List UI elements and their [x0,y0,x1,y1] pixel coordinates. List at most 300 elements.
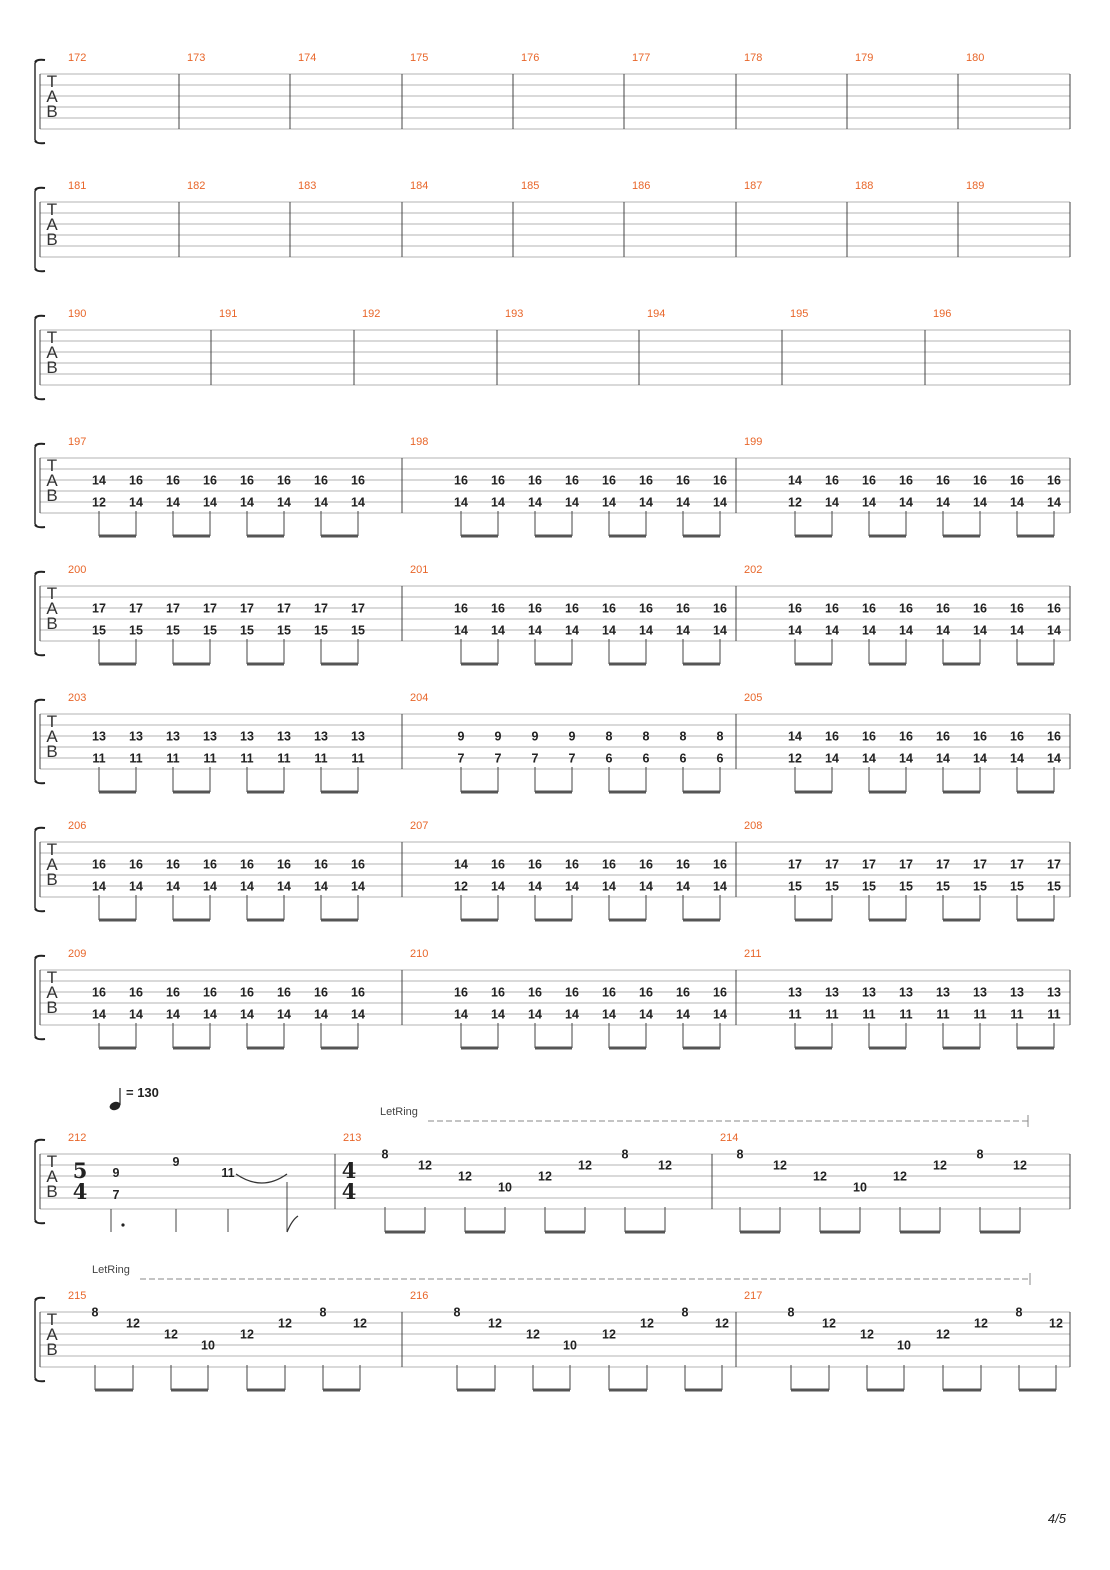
measure-number: 177 [632,52,651,64]
measure-number: 174 [298,52,317,64]
fret-number: 16 [528,473,542,488]
measure-number: 175 [410,52,429,64]
tie-arc [236,1174,287,1183]
time-signature-top: 5 [72,1158,88,1183]
tab-system-details [73,1085,1028,1232]
fret-number: 17 [166,601,180,616]
fret-number: 16 [713,985,727,1000]
fret-number: 11 [936,1007,950,1022]
fret-number: 14 [277,495,291,510]
fret-number: 16 [203,857,217,872]
tab-clef-letter: T [46,200,58,219]
fret-number: 13 [899,985,913,1000]
fret-number: 12 [936,1327,950,1342]
fret-number: 14 [454,857,468,872]
bracket-top [35,444,45,446]
fret-number: 8 [976,1147,984,1162]
tab-clef-letter: T [46,840,58,859]
fret-number: 14 [1047,751,1061,766]
fret-number: 7 [568,751,576,766]
fret-number: 15 [277,623,291,638]
fret-number: 14 [314,495,328,510]
fret-number: 16 [491,985,505,1000]
measure-number: 216 [410,1290,429,1302]
fret-number: 16 [166,473,180,488]
fret-number: 12 [602,1327,616,1342]
tab-clef-letter: T [46,72,58,91]
fret-number: 16 [166,857,180,872]
bracket-top [35,828,45,830]
fret-number: 16 [825,473,839,488]
fret-number: 14 [1010,623,1024,638]
bracket-top [35,188,45,190]
fret-number: 11 [1047,1007,1061,1022]
fret-number: 13 [203,729,217,744]
measure-number: 194 [647,308,666,320]
system-bracket [35,957,37,1038]
bracket-top [35,956,45,958]
fret-number: 14 [277,879,291,894]
fret-number: 16 [129,473,143,488]
measure-number: 210 [410,948,429,960]
let-ring-label: LetRing [380,1106,418,1118]
fret-number: 6 [605,751,613,766]
tab-system [35,692,1070,792]
fret-number: 12 [773,1158,787,1173]
fret-number: 8 [381,1147,389,1162]
fret-number: 16 [351,985,365,1000]
fret-number: 8 [319,1305,327,1320]
fret-number: 14 [713,1007,727,1022]
fret-number: 14 [454,623,468,638]
fret-number: 14 [973,623,987,638]
measure-number: 184 [410,180,429,192]
bracket-bottom [35,653,45,655]
fret-number: 14 [602,1007,616,1022]
measure-number: 180 [966,52,985,64]
fret-number: 14 [528,495,542,510]
fret-number: 14 [862,623,876,638]
measure-number: 173 [187,52,206,64]
fret-number: 16 [936,601,950,616]
measure-number: 172 [68,52,87,64]
fret-number: 16 [1047,729,1061,744]
fret-number: 14 [713,879,727,894]
fret-number: 16 [602,473,616,488]
fret-number: 17 [899,857,913,872]
fret-number: 17 [203,601,217,616]
fret-number: 16 [602,857,616,872]
fret-number: 16 [454,985,468,1000]
fret-number: 16 [528,857,542,872]
fret-number: 14 [973,751,987,766]
fret-number: 16 [713,857,727,872]
fret-number: 14 [899,751,913,766]
fret-number: 15 [203,623,217,638]
fret-number: 14 [565,495,579,510]
fret-number: 16 [825,601,839,616]
fret-number: 16 [862,601,876,616]
tab-clef-letter: B [46,102,58,121]
system-bracket [35,445,37,526]
fret-number: 16 [936,473,950,488]
fret-number: 14 [713,623,727,638]
fret-number: 13 [92,729,106,744]
fret-number: 14 [314,1007,328,1022]
measure-number: 196 [933,308,952,320]
fret-number: 13 [973,985,987,1000]
fret-number: 16 [825,729,839,744]
measure-number: 204 [410,692,429,704]
fret-number: 16 [129,985,143,1000]
fret-number: 13 [277,729,291,744]
fret-number: 14 [788,473,802,488]
fret-number: 13 [1047,985,1061,1000]
fret-number: 14 [314,879,328,894]
fret-number: 14 [565,879,579,894]
bracket-bottom [35,269,45,271]
fret-number: 12 [578,1158,592,1173]
fret-number: 16 [639,473,653,488]
tab-clef-letter: B [46,870,58,889]
fret-number: 16 [351,473,365,488]
fret-number: 14 [351,1007,365,1022]
fret-number: 16 [92,857,106,872]
fret-number: 16 [862,473,876,488]
fret-number: 17 [351,601,365,616]
fret-number: 14 [351,879,365,894]
tab-clef-letter: A [46,1325,58,1344]
tab-clef-letter: A [46,983,58,1002]
fret-number: 15 [314,623,328,638]
fret-number: 17 [1010,857,1024,872]
let-ring-label: LetRing [92,1264,130,1276]
fret-number: 7 [112,1188,120,1202]
fret-number: 12 [822,1316,836,1331]
measure-number: 213 [343,1132,362,1144]
fret-number: 14 [491,623,505,638]
bracket-top [35,1140,45,1142]
fret-number: 12 [353,1316,367,1331]
fret-number: 14 [528,879,542,894]
fret-number: 13 [166,729,180,744]
fret-number: 16 [314,857,328,872]
fret-number: 17 [862,857,876,872]
measure-number: 193 [505,308,524,320]
fret-number: 14 [203,1007,217,1022]
fret-number: 14 [166,879,180,894]
fret-number: 16 [203,985,217,1000]
fret-number: 14 [528,623,542,638]
fret-number: 14 [862,751,876,766]
measure-number: 186 [632,180,651,192]
fret-number: 12 [240,1327,254,1342]
fret-number: 16 [713,473,727,488]
fret-number: 14 [825,623,839,638]
fret-number: 10 [201,1338,215,1353]
fret-number: 14 [92,473,106,488]
fret-number: 14 [602,495,616,510]
measure-number: 195 [790,308,809,320]
fret-number: 16 [454,473,468,488]
measure-number: 203 [68,692,87,704]
fret-number: 16 [491,857,505,872]
note-flag [287,1216,298,1232]
dotted-note-dot [121,1223,124,1226]
fret-number: 15 [129,623,143,638]
fret-number: 16 [491,473,505,488]
fret-number: 14 [240,495,254,510]
measure-number: 215 [68,1290,87,1302]
fret-number: 8 [787,1305,795,1320]
fret-number: 14 [454,1007,468,1022]
fret-number: 8 [605,729,613,744]
fret-number: 13 [936,985,950,1000]
fret-number: 14 [92,1007,106,1022]
fret-number: 14 [1010,751,1024,766]
fret-number: 17 [129,601,143,616]
fret-number: 14 [788,623,802,638]
fret-number: 8 [679,729,687,744]
fret-number: 16 [899,601,913,616]
fret-number: 11 [788,1007,802,1022]
fret-number: 15 [92,623,106,638]
fret-number: 6 [679,751,687,766]
fret-number: 13 [129,729,143,744]
fret-number: 15 [1047,879,1061,894]
bracket-top [35,572,45,574]
measure-number: 211 [744,948,762,960]
fret-number: 12 [788,751,802,766]
fret-number: 14 [639,1007,653,1022]
fret-number: 13 [862,985,876,1000]
fret-number: 14 [639,623,653,638]
measure-number: 217 [744,1290,763,1302]
fret-number: 12 [860,1327,874,1342]
fret-number: 16 [676,985,690,1000]
tab-system-details [92,1264,1063,1390]
measure-number: 188 [855,180,874,192]
fret-number: 14 [936,495,950,510]
fret-number: 12 [458,1169,472,1184]
fret-number: 14 [602,879,616,894]
fret-number: 16 [565,857,579,872]
bracket-bottom [35,141,45,143]
fret-number: 16 [639,601,653,616]
fret-number: 14 [639,879,653,894]
fret-number: 16 [277,857,291,872]
fret-number: 15 [1010,879,1024,894]
tab-clef-letter: A [46,855,58,874]
fret-number: 12 [640,1316,654,1331]
time-signature-bottom: 4 [341,1179,357,1204]
fret-number: 16 [639,985,653,1000]
fret-number: 11 [92,751,106,766]
fret-number: 14 [129,1007,143,1022]
fret-number: 16 [240,473,254,488]
fret-number: 16 [973,473,987,488]
system-bracket [35,829,37,910]
fret-number: 12 [278,1316,292,1331]
system-bracket [35,701,37,782]
fret-number: 17 [788,857,802,872]
measure-number: 181 [68,180,87,192]
tab-system [35,948,1070,1048]
fret-number: 11 [973,1007,987,1022]
fret-number: 17 [825,857,839,872]
tab-system [35,436,1070,536]
fret-number: 14 [565,623,579,638]
measure-number: 178 [744,52,763,64]
fret-number: 16 [565,985,579,1000]
tab-system [35,308,1070,399]
fret-number: 16 [528,601,542,616]
tab-clef-letter: B [46,614,58,633]
tab-clef-letter: A [46,343,58,362]
fret-number: 8 [91,1305,99,1320]
fret-number: 11 [166,751,180,766]
fret-number: 8 [736,1147,744,1162]
fret-number: 9 [531,729,539,744]
system-bracket [35,317,37,398]
measure-number: 207 [410,820,429,832]
measure-number: 200 [68,564,87,576]
fret-number: 14 [713,495,727,510]
bracket-top [35,1298,45,1300]
fret-number: 16 [240,857,254,872]
fret-number: 15 [351,623,365,638]
fret-number: 16 [240,985,254,1000]
fret-number: 14 [203,495,217,510]
tab-clef-letter: T [46,1152,58,1171]
fret-number: 14 [639,495,653,510]
fret-number: 16 [92,985,106,1000]
tab-clef-letter: T [46,328,58,347]
fret-number: 11 [825,1007,839,1022]
bracket-bottom [35,1037,45,1039]
tab-clef-letter: B [46,998,58,1017]
fret-number: 16 [936,729,950,744]
fret-number: 14 [825,751,839,766]
fret-number: 15 [973,879,987,894]
tab-clef-letter: T [46,456,58,475]
tab-clef-letter: A [46,87,58,106]
fret-number: 17 [936,857,950,872]
fret-number: 16 [788,601,802,616]
fret-number: 14 [899,495,913,510]
fret-number: 14 [491,1007,505,1022]
fret-number: 14 [166,495,180,510]
bracket-bottom [35,909,45,911]
fret-number: 14 [825,495,839,510]
fret-number: 16 [277,985,291,1000]
fret-number: 12 [933,1158,947,1173]
measure-number: 176 [521,52,540,64]
tab-clef-letter: T [46,1310,58,1329]
measure-number: 212 [68,1132,87,1144]
tab-system [35,564,1070,664]
fret-number: 11 [221,1166,235,1180]
fret-number: 14 [973,495,987,510]
fret-number: 14 [862,495,876,510]
fret-number: 14 [565,1007,579,1022]
fret-number: 17 [240,601,254,616]
bracket-bottom [35,1379,45,1381]
fret-number: 14 [240,879,254,894]
fret-number: 11 [899,1007,913,1022]
tab-clef-letter: T [46,968,58,987]
fret-number: 11 [351,751,365,766]
system-bracket [35,1141,37,1222]
fret-number: 10 [563,1338,577,1353]
fret-number: 14 [528,1007,542,1022]
fret-number: 7 [531,751,539,766]
system-bracket [35,189,37,270]
bracket-bottom [35,1221,45,1223]
fret-number: 11 [1010,1007,1024,1022]
fret-number: 16 [351,857,365,872]
fret-number: 16 [713,601,727,616]
measure-number: 190 [68,308,87,320]
tab-system [35,1132,1070,1223]
fret-number: 14 [1010,495,1024,510]
bracket-top [35,316,45,318]
system-bracket [35,1299,37,1380]
fret-number: 12 [813,1169,827,1184]
fret-number: 12 [715,1316,729,1331]
fret-number: 14 [277,1007,291,1022]
system-bracket [35,573,37,654]
fret-number: 16 [676,601,690,616]
fret-number: 17 [1047,857,1061,872]
fret-number: 11 [240,751,254,766]
fret-number: 10 [853,1180,867,1195]
fret-number: 15 [825,879,839,894]
fret-number: 16 [565,473,579,488]
fret-number: 16 [314,985,328,1000]
fret-number: 15 [899,879,913,894]
fret-number: 16 [565,601,579,616]
fret-number: 16 [1010,601,1024,616]
bracket-bottom [35,525,45,527]
fret-number: 14 [788,729,802,744]
fret-number: 17 [314,601,328,616]
fret-number: 16 [899,729,913,744]
fret-number: 14 [129,495,143,510]
fret-number: 8 [621,1147,629,1162]
fret-number: 8 [1015,1305,1023,1320]
measure-number: 189 [966,180,985,192]
fret-number: 16 [129,857,143,872]
tab-clef-letter: B [46,1340,58,1359]
fret-number: 14 [676,879,690,894]
fret-number: 9 [494,729,502,744]
fret-number: 12 [1013,1158,1027,1173]
fret-number: 8 [453,1305,461,1320]
fret-number: 14 [491,879,505,894]
fret-number: 13 [825,985,839,1000]
fret-number: 14 [92,879,106,894]
fret-number: 14 [129,879,143,894]
tab-clef-letter: B [46,486,58,505]
page-number: 4/5 [1047,1511,1066,1526]
tab-clef-letter: B [46,742,58,761]
fret-number: 17 [92,601,106,616]
fret-number: 11 [862,1007,876,1022]
fret-number: 8 [716,729,724,744]
fret-number: 10 [498,1180,512,1195]
fret-number: 16 [899,473,913,488]
